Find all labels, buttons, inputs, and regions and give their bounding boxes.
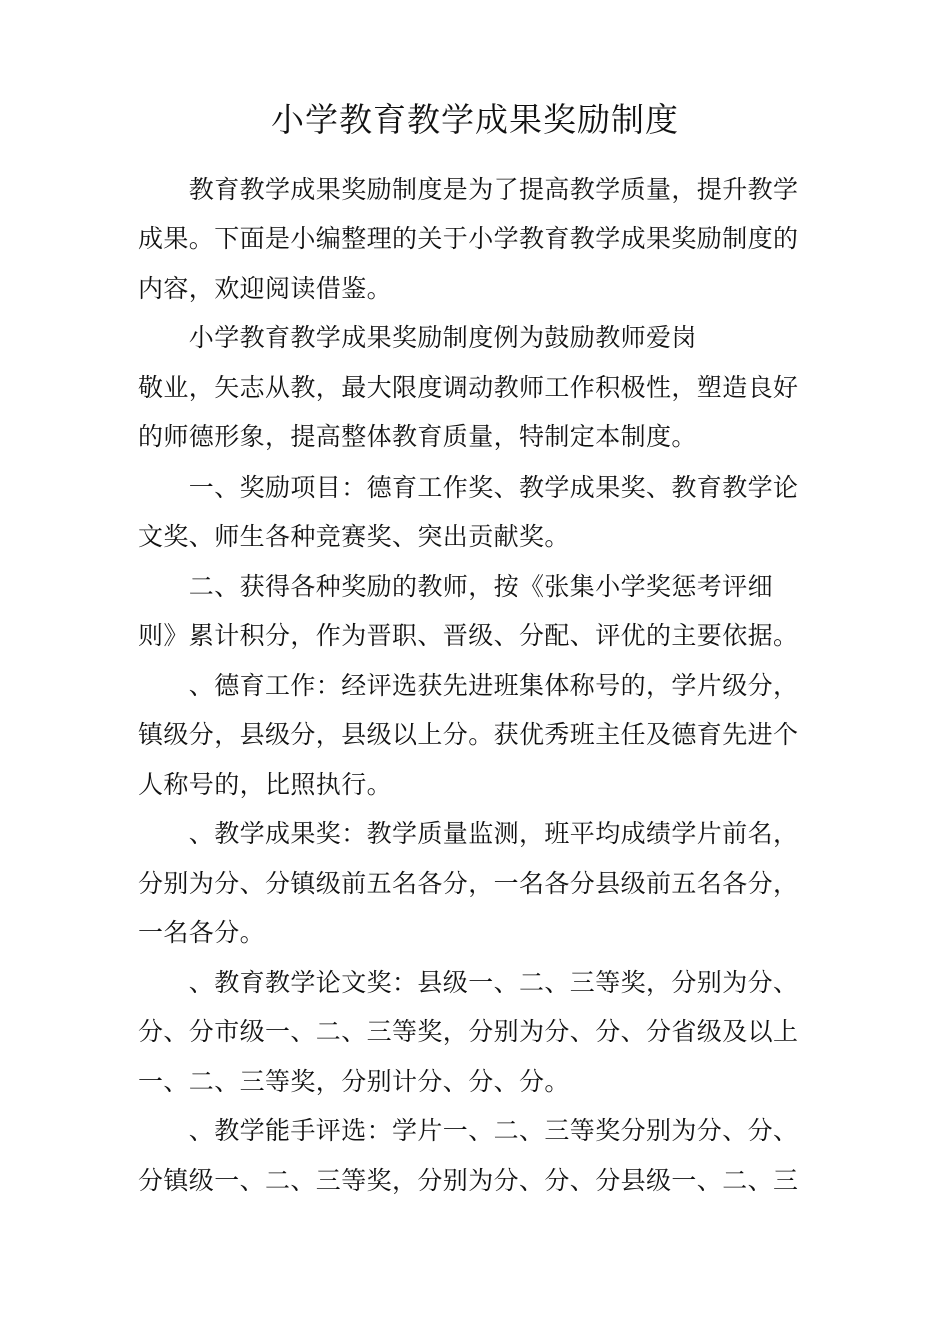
body-line: 成果。下面是小编整理的关于小学教育教学成果奖励制度的 bbox=[138, 224, 799, 253]
body-line: 小学教育教学成果奖励制度例为鼓励教师爱岗 bbox=[138, 323, 697, 352]
body-line: 文奖、师生各种竞赛奖、突出贡献奖。 bbox=[138, 522, 570, 551]
body-line: 一名各分。 bbox=[138, 918, 266, 947]
body-line: 分、分市级一、二、三等奖，分别为分、分、分省级及以上 bbox=[138, 1017, 799, 1046]
body-line: 教育教学成果奖励制度是为了提高教学质量，提升教学 bbox=[138, 175, 799, 204]
body-line: 人称号的，比照执行。 bbox=[138, 770, 393, 799]
body-line: 二、获得各种奖励的教师，按《张集小学奖惩考评细 bbox=[138, 572, 774, 601]
body-line: 一、奖励项目：德育工作奖、教学成果奖、教育教学论 bbox=[138, 473, 799, 502]
body-line: 、德育工作：经评选获先进班集体称号的，学片级分， bbox=[138, 671, 799, 700]
document-title: 小学教育教学成果奖励制度 bbox=[271, 100, 679, 139]
body-line: 敬业，矢志从教，最大限度调动教师工作积极性，塑造良好 bbox=[138, 373, 799, 402]
body-line: 的师德形象，提高整体教育质量，特制定本制度。 bbox=[138, 422, 697, 451]
body-line: 、教学能手评选：学片一、二、三等奖分别为分、分、 bbox=[138, 1116, 799, 1145]
body-line: 、教育教学论文奖：县级一、二、三等奖，分别为分、 bbox=[138, 968, 799, 997]
body-line: 一、二、三等奖，分别计分、分、分。 bbox=[138, 1067, 570, 1096]
body-line: 分别为分、分镇级前五名各分，一名各分县级前五名各分， bbox=[138, 869, 799, 898]
body-line: 则》累计积分，作为晋职、晋级、分配、评优的主要依据。 bbox=[138, 621, 799, 650]
body-line: 、教学成果奖：教学质量监测，班平均成绩学片前名， bbox=[138, 819, 799, 848]
body-line: 分镇级一、二、三等奖，分别为分、分、分县级一、二、三 bbox=[138, 1166, 799, 1195]
body-line: 镇级分，县级分，县级以上分。获优秀班主任及德育先进个 bbox=[138, 720, 799, 749]
body-line: 内容，欢迎阅读借鉴。 bbox=[138, 274, 393, 303]
